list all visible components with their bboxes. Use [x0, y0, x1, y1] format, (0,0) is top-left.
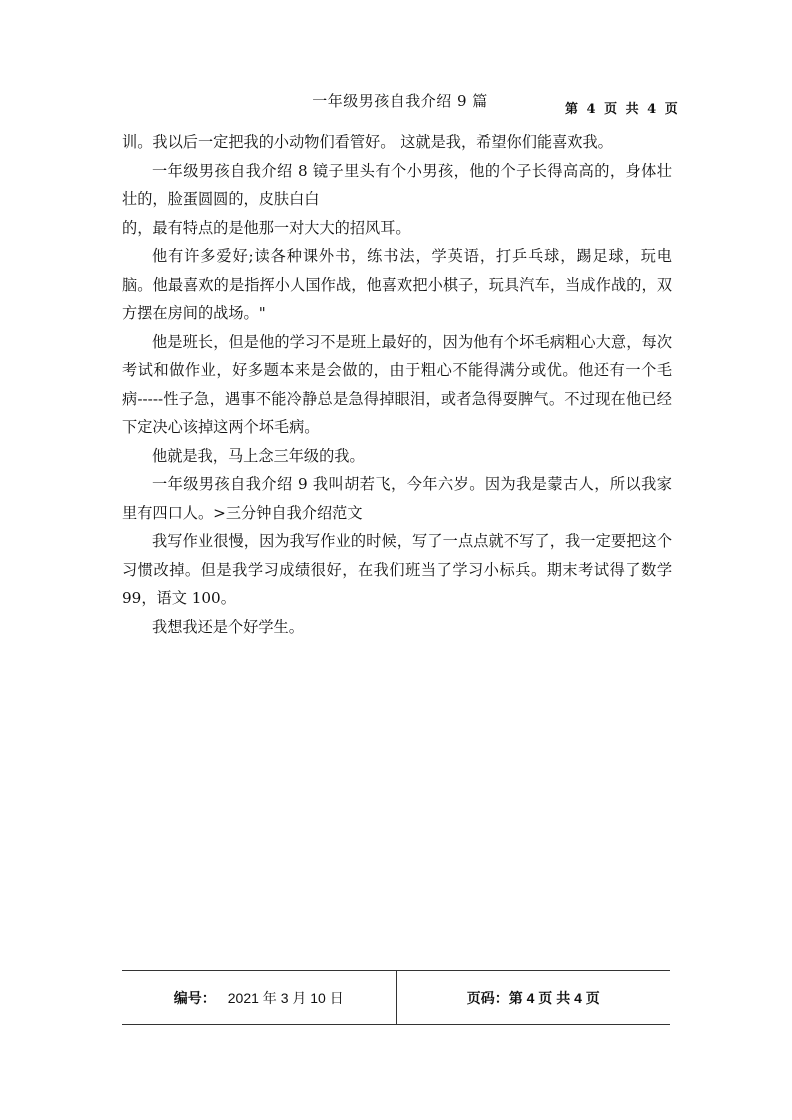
paragraph: 我想我还是个好学生。	[152, 617, 304, 636]
paragraph: 他有许多爱好;读各种课外书，练书法，学英语，打乒乓球，踢足球，玩电脑。他最喜欢的是指挥小人国作战，他喜欢把小棋子，玩具汽车，当成作战的，双方摆在房间的战场。"	[122, 247, 672, 322]
paragraph: 他是班长，但是他的学习不是班上最好的，因为他有个坏毛病粗心大意，每次考试和做作业，好多题本来是会做的，由于粗心不能得满分或优。他还有一个毛病-----性子急，遇事不能冷静总是急得掉眼泪，或者急得耍脾气。不过现在他已经下定决心该掉这两个坏毛病。	[122, 332, 672, 436]
paragraph: 的，最有特点的是他那一对大大的招风耳。	[122, 218, 411, 237]
paragraph: 他就是我，马上念三年级的我。	[152, 446, 365, 465]
paragraph: 训。我以后一定把我的小动物们看管好。 这就是我，希望你们能喜欢我。	[122, 133, 613, 151]
footer-page-info: 页码：第 4 页 共 4 页	[466, 989, 600, 1006]
footer-number-label: 编号：	[173, 989, 216, 1006]
footer-number-cell	[122, 971, 397, 1024]
footer-page-cell	[397, 971, 671, 1024]
page-indicator: 第 4 页 共 4 页	[565, 102, 680, 117]
paragraph: 一年级男孩自我介绍 9 我叫胡若飞，今年六岁。因为我是蒙古人，所以我家里有四口人。>三分钟自我介绍范文	[122, 475, 672, 522]
document-title: 一年级男孩自我介绍 9 篇	[312, 92, 488, 110]
footer-date: 2021 年 3 月 10 日	[227, 989, 344, 1006]
paragraph: 我写作业很慢，因为我写作业的时候，写了一点点就不写了，我一定要把这个习惯改掉。但是我学习成绩很好，在我们班当了学习小标兵。期末考试得了数学 99，语文 100。	[122, 532, 672, 607]
footer-table	[122, 970, 670, 1025]
document-body	[122, 128, 672, 641]
paragraph: 一年级男孩自我介绍 8 镜子里头有个小男孩，他的个子长得高高的，身体壮壮的，脸蛋圆圆的，皮肤白白	[122, 161, 672, 208]
